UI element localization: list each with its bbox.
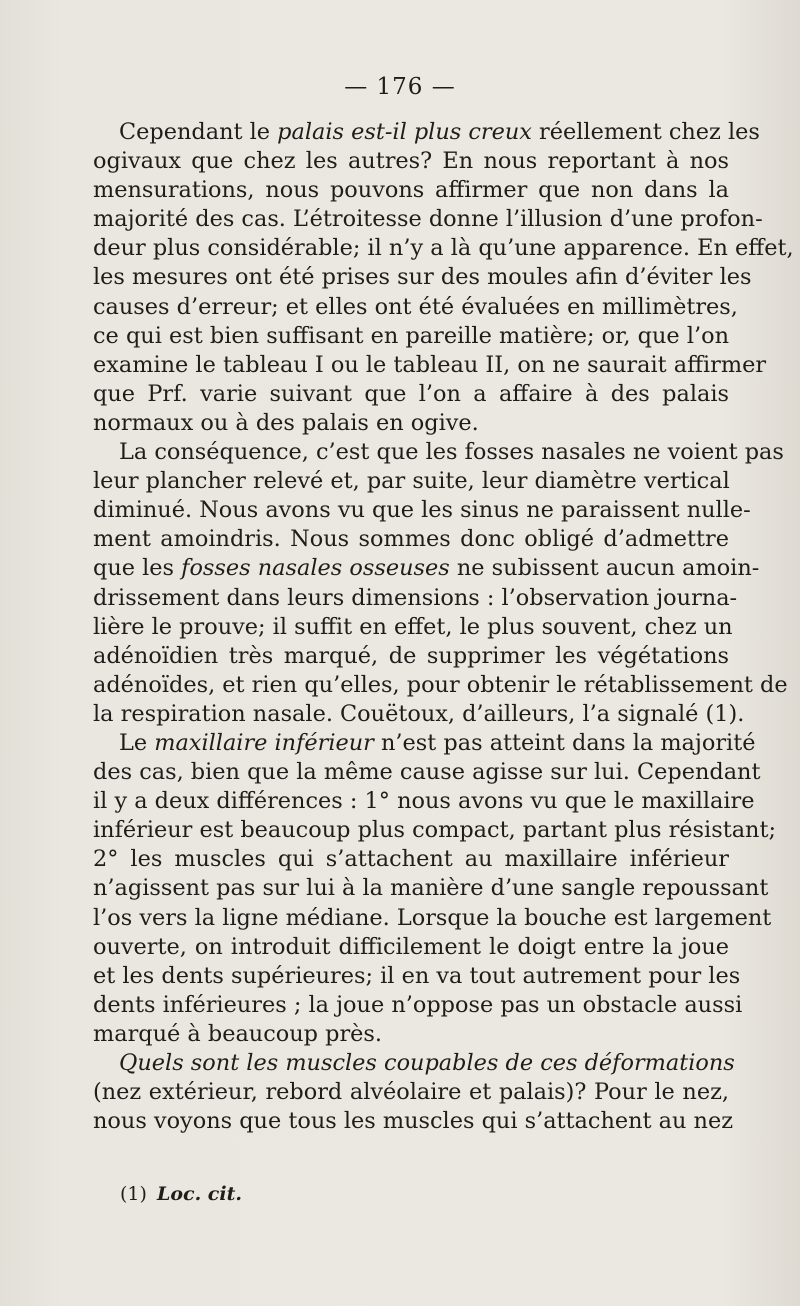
text-line <box>93 554 760 583</box>
italic-phrase: maxillaire inférieur <box>154 729 374 756</box>
text-line: 2° les muscles qui s’attachent au maxillaire inférieur <box>93 846 729 873</box>
body-text <box>93 118 794 1136</box>
text-line: causes d’erreur; et elles ont été évaluées en millimètres, <box>93 293 738 320</box>
text-line: ouverte, on introduit difficilement le doigt entre la joue <box>93 933 729 960</box>
text-line: inférieur est beaucoup plus compact, partant plus résistant; <box>93 817 777 844</box>
text-line: ce qui est bien suffisant en pareille matière; or, que l’on <box>93 322 729 349</box>
text-line: dents inférieures ; la joue n’oppose pas un obstacle aussi <box>93 991 743 1018</box>
text-line <box>93 1049 735 1078</box>
text-line: l’os vers la ligne médiane. Lorsque la bouche est largement <box>93 904 772 931</box>
text-line: que Prf. varie suivant que l’on a affaire à des palais <box>93 380 729 407</box>
text-line: la respiration nasale. Couëtoux, d’ailleurs, l’a signalé (1). <box>93 700 745 727</box>
text-line: des cas, bien que la même cause agisse sur lui. Cependant <box>93 759 761 786</box>
text-line: il y a deux différences : 1° nous avons vu que le maxillaire <box>93 788 755 815</box>
italic-phrase: Quels sont les muscles coupables de ces déformations <box>119 1050 735 1076</box>
text-line: et les dents supérieures; il en va tout autrement pour les <box>93 962 741 989</box>
text-line: deur plus considérable; il n’y a là qu’une apparence. En effet, <box>93 235 794 262</box>
footnote-mark: (1) <box>120 1183 147 1205</box>
text-line: marqué à beaucoup près. <box>93 1020 383 1047</box>
text-line: ment amoindris. Nous sommes donc obligé d’admettre <box>93 526 729 553</box>
text-segment: ne subissent aucun amoin- <box>449 555 760 582</box>
text-segment: Cependant le <box>119 119 278 145</box>
text-line: leur plancher relevé et, par suite, leur diamètre vertical <box>93 468 730 495</box>
text-line <box>93 729 756 758</box>
text-line: ogivaux que chez les autres? En nous reportant à nos <box>93 148 729 175</box>
text-line: La conséquence, c’est que les fosses nasales ne voient pas <box>119 439 784 466</box>
text-line: examine le tableau I ou le tableau II, on ne saurait affirmer <box>93 351 767 378</box>
footnote <box>120 1183 242 1205</box>
text-segment: n’est pas atteint dans la majorité <box>373 729 756 756</box>
text-segment: Le <box>119 729 155 756</box>
text-line: diminué. Nous avons vu que les sinus ne paraissent nulle- <box>93 497 751 524</box>
text-line: mensurations, nous pouvons affirmer que non dans la <box>93 177 729 204</box>
text-segment: que les <box>93 555 182 582</box>
text-line: adénoïdes, et rien qu’elles, pour obtenir le rétablissement de <box>93 671 788 698</box>
text-segment: réellement chez les <box>531 119 760 145</box>
text-line: les mesures ont été prises sur des moules afin d’éviter les <box>93 264 752 291</box>
text-line: n’agissent pas sur lui à la manière d’une sangle repoussant <box>93 875 769 902</box>
text-line: (nez extérieur, rebord alvéolaire et palais)? Pour le nez, <box>93 1079 729 1106</box>
italic-phrase: fosses nasales osseuses <box>181 555 450 582</box>
page-number: — 176 — <box>344 74 456 100</box>
text-line: normaux ou à des palais en ogive. <box>93 409 479 436</box>
text-line <box>93 118 760 147</box>
text-line: nous voyons que tous les muscles qui s’attachent au nez <box>93 1108 734 1135</box>
text-line: lière le prouve; il suffit en effet, le plus souvent, chez un <box>93 613 733 640</box>
text-line: drissement dans leurs dimensions : l’observation journa- <box>93 584 738 611</box>
text-line: majorité des cas. L’étroitesse donne l’illusion d’une profon- <box>93 206 763 233</box>
footnote-text: Loc. cit. <box>156 1183 242 1205</box>
text-line: adénoïdien très marqué, de supprimer les végétations <box>93 642 729 669</box>
italic-phrase: palais est-il plus creux <box>277 119 532 145</box>
